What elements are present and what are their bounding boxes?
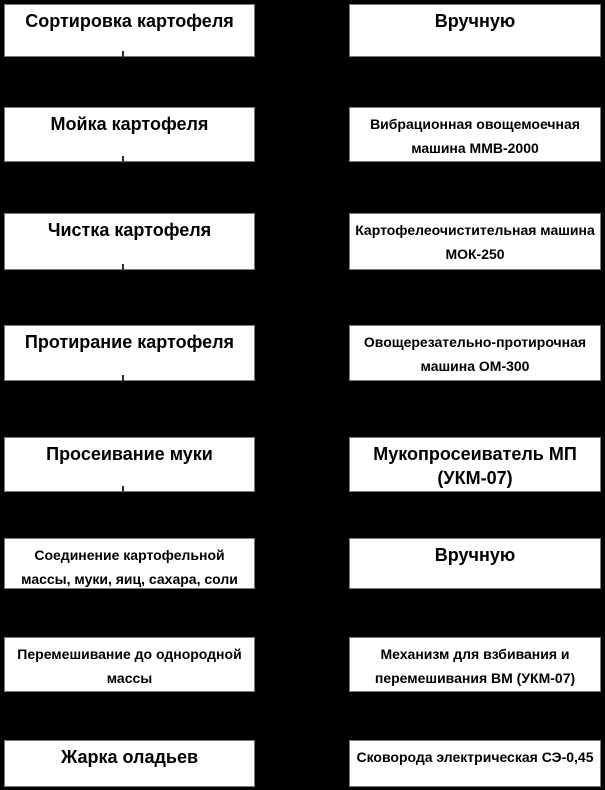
equipment-box-combining bbox=[349, 538, 601, 589]
equipment-label-line2: МОК-250 bbox=[445, 246, 505, 262]
equipment-label: Вручную bbox=[434, 11, 516, 31]
connector-tick bbox=[122, 375, 124, 382]
equipment-label: Сковорода электрическая СЭ-0,45 bbox=[356, 749, 594, 765]
equipment-label-line1: Вибрационная овощемоечная bbox=[370, 116, 580, 132]
connector-tick bbox=[122, 156, 124, 163]
step-label: Протирание картофеля bbox=[24, 332, 235, 352]
equipment-box-pureeing bbox=[349, 325, 601, 381]
step-label: Мойка картофеля bbox=[50, 114, 209, 134]
equipment-box-washing bbox=[349, 107, 601, 162]
connector-tick bbox=[122, 486, 124, 493]
connector-tick bbox=[122, 264, 124, 271]
equipment-label-line1: Механизм для взбивания и bbox=[380, 646, 570, 662]
step-label-line2: массы, муки, яиц, сахара, соли bbox=[21, 571, 238, 587]
connector-tick bbox=[122, 51, 124, 58]
step-box-peeling bbox=[4, 213, 255, 270]
equipment-label-line2: машина ММВ-2000 bbox=[411, 140, 539, 156]
step-box-sorting bbox=[4, 4, 255, 57]
step-label-line1: Соединение картофельной bbox=[34, 547, 225, 563]
equipment-label-line1: Картофелеочистительная машина bbox=[355, 222, 595, 238]
equipment-label-line1: Мукопросеиватель МП bbox=[373, 444, 577, 464]
step-label-line1: Перемешивание до однородной bbox=[17, 646, 242, 662]
step-label: Просеивание муки bbox=[46, 444, 213, 464]
step-box-combining bbox=[4, 538, 255, 589]
equipment-label-line2: машина ОМ-300 bbox=[420, 358, 530, 374]
step-label: Чистка картофеля bbox=[47, 220, 212, 240]
step-box-frying bbox=[4, 740, 255, 787]
equipment-label-line1: Овощерезательно-протирочная bbox=[363, 334, 587, 350]
step-label-line2: массы bbox=[106, 670, 153, 686]
step-box-washing bbox=[4, 107, 255, 162]
step-label: Жарка оладьев bbox=[60, 747, 199, 767]
equipment-box-mixing bbox=[349, 637, 601, 692]
equipment-box-frying bbox=[349, 740, 601, 787]
step-box-mixing bbox=[4, 637, 255, 692]
step-label: Сортировка картофеля bbox=[25, 11, 234, 31]
equipment-label: Вручную bbox=[434, 545, 516, 565]
equipment-label-line2: перемешивания ВМ (УКМ-07) bbox=[374, 670, 576, 686]
equipment-box-peeling bbox=[349, 213, 601, 270]
step-box-sifting bbox=[4, 437, 255, 492]
equipment-box-sifting bbox=[349, 437, 601, 492]
equipment-box-sorting bbox=[349, 4, 601, 57]
step-box-pureeing bbox=[4, 325, 255, 381]
equipment-label-line2: (УКМ-07) bbox=[437, 468, 513, 488]
